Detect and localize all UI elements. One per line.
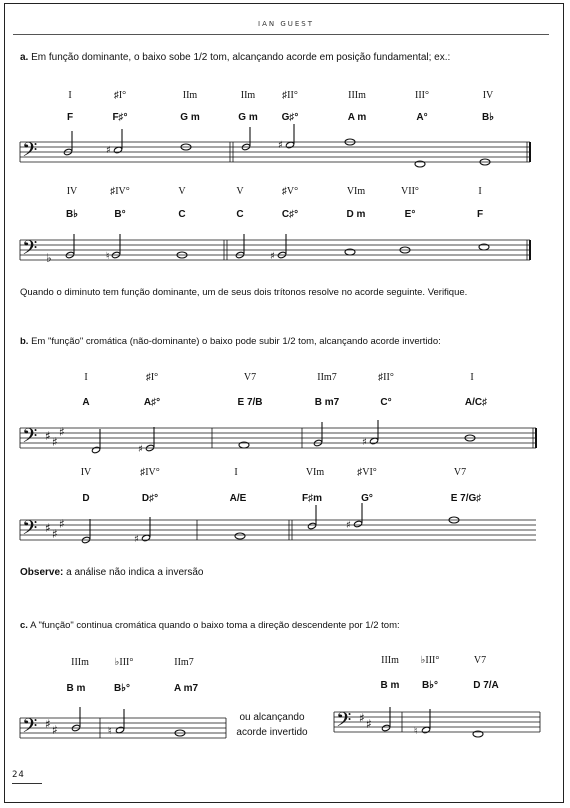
sharp-icon: ♯ bbox=[362, 437, 367, 448]
bass-clef-icon: 𝄢 bbox=[22, 714, 38, 742]
flat-icon: ♭ bbox=[46, 251, 52, 265]
roman-numeral: V7 bbox=[453, 467, 467, 478]
sharp-icon: ♯ bbox=[52, 435, 58, 449]
chord-symbol: B m bbox=[66, 683, 86, 694]
roman-numeral: ♭III° bbox=[114, 657, 134, 668]
sharp-icon: ♯ bbox=[45, 429, 51, 443]
sharp-icon: ♯ bbox=[59, 425, 65, 439]
chord-symbol: G m bbox=[238, 112, 258, 123]
roman-numeral: V7 bbox=[473, 655, 487, 666]
middle-text-line2: acorde invertido bbox=[236, 727, 308, 738]
middle-text-line1: ou alcançando bbox=[239, 712, 305, 723]
natural-icon: ♮ bbox=[108, 726, 112, 737]
chord-symbol: D m bbox=[346, 209, 366, 220]
roman-numeral: ♯IV° bbox=[140, 467, 160, 478]
observe-label: Observe: bbox=[20, 567, 64, 578]
roman-numeral: VIm bbox=[346, 186, 366, 197]
chord-symbol: B♭° bbox=[114, 683, 130, 694]
chord-symbol: C° bbox=[380, 397, 392, 408]
roman-numeral: ♭III° bbox=[420, 655, 440, 666]
chord-symbol: A m bbox=[347, 112, 367, 123]
staff-a-row1 bbox=[20, 142, 530, 162]
roman-numeral: I bbox=[234, 467, 238, 478]
chord-symbol: B° bbox=[114, 209, 126, 220]
bass-clef-icon: 𝄢 bbox=[22, 516, 38, 544]
roman-numeral: V7 bbox=[243, 372, 257, 383]
roman-numeral: ♯I° bbox=[113, 90, 127, 101]
chord-symbol: B♭ bbox=[66, 209, 78, 220]
chord-symbol: E 7/B bbox=[237, 397, 263, 408]
chord-symbol: B♭ bbox=[482, 112, 494, 123]
section-a-label: a. bbox=[20, 52, 29, 63]
chord-symbol: E 7/G♯ bbox=[450, 493, 482, 504]
observe-text: a análise não indica a inversão bbox=[66, 567, 204, 578]
section-c-label: c. bbox=[20, 620, 28, 631]
section-a-note: Quando o diminuto tem função dominante, um de seus dois trítonos resolve no acorde seguinte. Verifique. bbox=[20, 287, 468, 298]
bass-clef-icon: 𝄢 bbox=[22, 236, 38, 264]
roman-numeral: I bbox=[84, 372, 88, 383]
chord-symbol: C♯° bbox=[281, 209, 299, 220]
roman-numeral: IIm7 bbox=[317, 372, 337, 383]
chord-symbol: F♯m bbox=[302, 493, 322, 504]
sharp-icon: ♯ bbox=[138, 444, 143, 455]
roman-numeral: VII° bbox=[401, 186, 419, 197]
sharp-icon: ♯ bbox=[45, 521, 51, 535]
roman-numeral: ♯II° bbox=[378, 372, 394, 383]
chord-symbol: F♯° bbox=[112, 112, 128, 123]
chord-symbol: F bbox=[66, 112, 74, 123]
sharp-icon: ♯ bbox=[270, 251, 275, 262]
chord-symbol: A/C♯ bbox=[464, 397, 488, 408]
sharp-icon: ♯ bbox=[106, 145, 111, 156]
bass-clef-icon: 𝄢 bbox=[22, 424, 38, 452]
chord-symbol: A/E bbox=[229, 493, 247, 504]
chord-symbol: A° bbox=[416, 112, 428, 123]
chord-symbol: G m bbox=[180, 112, 200, 123]
sharp-icon: ♯ bbox=[134, 534, 139, 545]
bass-clef-icon: 𝄢 bbox=[336, 708, 352, 736]
natural-icon: ♮ bbox=[106, 251, 110, 262]
sharp-icon: ♯ bbox=[45, 717, 51, 731]
staff-b-row1 bbox=[20, 428, 536, 448]
natural-icon: ♮ bbox=[414, 726, 418, 737]
section-a-body: Em função dominante, o baixo sobe 1/2 tom, alcançando acorde em posição fundamental; ex.: bbox=[31, 52, 451, 63]
roman-numeral: ♯I° bbox=[145, 372, 159, 383]
chord-symbol: D bbox=[82, 493, 90, 504]
bass-clef-icon: 𝄢 bbox=[22, 138, 38, 166]
roman-numeral: IV bbox=[482, 90, 494, 101]
roman-numeral: IV bbox=[80, 467, 92, 478]
sharp-icon: ♯ bbox=[346, 520, 351, 531]
roman-numeral: IIIm bbox=[348, 90, 366, 101]
chord-symbol: F bbox=[476, 209, 484, 220]
staff-a-row2 bbox=[20, 240, 530, 260]
roman-numeral: V bbox=[178, 186, 186, 197]
roman-numeral: IV bbox=[66, 186, 78, 197]
roman-numeral: IIIm bbox=[381, 655, 399, 666]
staff-b-row2 bbox=[20, 520, 536, 540]
sharp-icon: ♯ bbox=[52, 723, 58, 737]
roman-numeral: III° bbox=[415, 90, 429, 101]
chord-symbol: B♭° bbox=[422, 680, 438, 691]
section-c-body: A "função" continua cromática quando o baixo toma a direção descendente por 1/2 tom: bbox=[30, 620, 400, 631]
roman-numeral: ♯VI° bbox=[357, 467, 377, 478]
section-b-body: Em "função" cromática (não-dominante) o baixo pode subir 1/2 tom, alcançando acorde invertido: bbox=[31, 336, 441, 347]
roman-numeral: V bbox=[236, 186, 244, 197]
chord-symbol: D♯° bbox=[141, 493, 159, 504]
roman-numeral: ♯II° bbox=[282, 90, 298, 101]
chord-symbol: D 7/A bbox=[473, 680, 499, 691]
chord-symbol: C bbox=[178, 209, 186, 220]
chord-symbol: G° bbox=[361, 493, 373, 504]
chord-symbol: B m7 bbox=[314, 397, 340, 408]
sharp-icon: ♯ bbox=[52, 527, 58, 541]
roman-numeral: IIm bbox=[240, 90, 256, 101]
roman-numeral: IIIm bbox=[71, 657, 89, 668]
sharp-icon: ♯ bbox=[366, 717, 372, 731]
roman-numeral: I bbox=[68, 90, 72, 101]
chord-symbol: A♯° bbox=[143, 397, 161, 408]
sharp-icon: ♯ bbox=[59, 517, 65, 531]
chord-symbol: E° bbox=[404, 209, 416, 220]
roman-numeral: IIm7 bbox=[174, 657, 194, 668]
page-number: 24 bbox=[12, 770, 25, 780]
chord-symbol: G♯° bbox=[281, 112, 299, 123]
running-title: IAN GUEST bbox=[258, 20, 315, 28]
chord-symbol: C bbox=[236, 209, 244, 220]
roman-numeral: VIm bbox=[305, 467, 325, 478]
roman-numeral: ♯V° bbox=[281, 186, 299, 197]
roman-numeral: I bbox=[478, 186, 482, 197]
chord-symbol: A m7 bbox=[173, 683, 199, 694]
section-b-label: b. bbox=[20, 336, 29, 347]
sharp-icon: ♯ bbox=[278, 140, 283, 151]
roman-numeral: I bbox=[470, 372, 474, 383]
chord-symbol: A bbox=[82, 397, 90, 408]
roman-numeral: IIm bbox=[182, 90, 198, 101]
roman-numeral: ♯IV° bbox=[110, 186, 130, 197]
chord-symbol: B m bbox=[380, 680, 400, 691]
sharp-icon: ♯ bbox=[359, 711, 365, 725]
staff-c-right bbox=[334, 712, 540, 732]
